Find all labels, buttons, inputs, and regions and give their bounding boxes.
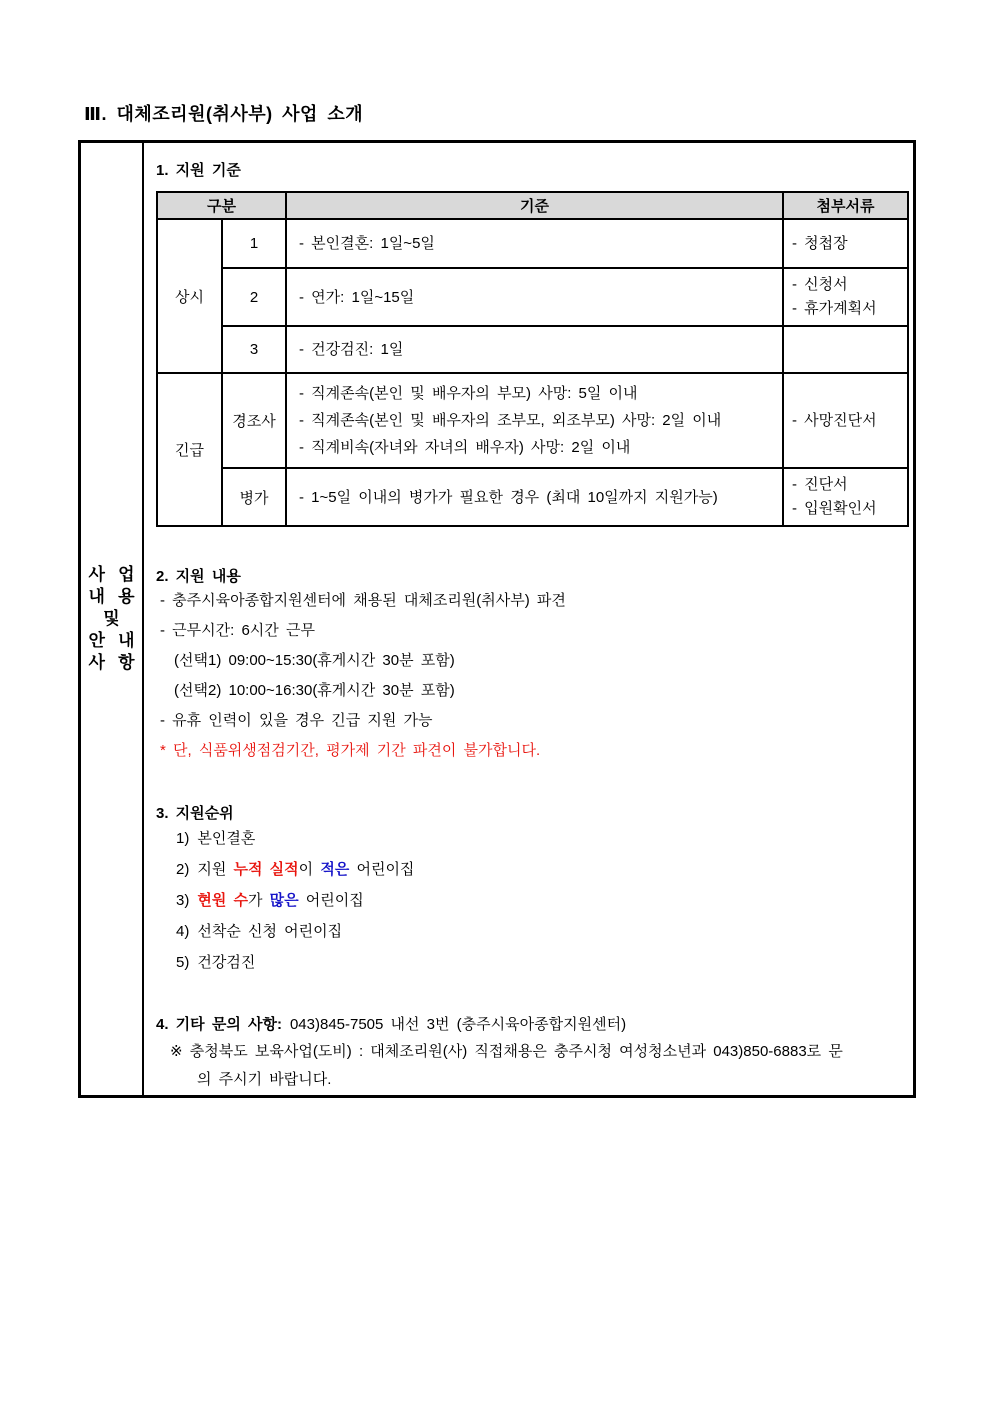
sidebar-label-row [89, 586, 135, 608]
section2-line: - 충주시육아종합지원센터에 채용된 대체조리원(취사부) 파견 [160, 592, 566, 609]
table-header-row [157, 192, 908, 219]
item-number: 1) [176, 830, 190, 847]
sidebar-label-row [89, 630, 135, 652]
item-number: 3) [176, 892, 190, 909]
section3-heading: 3. 지원순위 [156, 805, 234, 822]
section4-heading-line [156, 1012, 909, 1038]
sidebar-char: 사 [88, 653, 105, 672]
document-line: - 진단서 [792, 476, 848, 493]
priority-item [176, 947, 909, 978]
sidebar-vertical-label [89, 564, 135, 674]
documents-cell [783, 268, 908, 326]
item-number: 2) [176, 861, 190, 878]
table-row [157, 468, 908, 526]
document-line: - 사망진단서 [792, 411, 877, 429]
criteria-line: - 직계존속(본인 및 배우자의 부모) 사망: 5일 이내 [299, 385, 638, 402]
section1-heading: 1. 지원 기준 [156, 162, 241, 179]
page-title: Ⅲ. 대체조리원(취사부) 사업 소개 [84, 104, 364, 124]
header-criteria: 기준 [286, 192, 783, 219]
priority-item [176, 916, 909, 947]
group-cell: 긴급 [157, 373, 222, 526]
support-criteria-table [156, 191, 909, 527]
sub-cell: 1 [222, 219, 286, 268]
document-line: - 입원확인서 [792, 500, 877, 517]
content-frame [78, 140, 916, 1098]
table-row [157, 326, 908, 373]
sidebar-char: 및 [103, 609, 120, 628]
item-number: 4) [176, 923, 190, 940]
sidebar-char: 내 [118, 631, 135, 650]
item-text-blue: 많은 [269, 892, 299, 909]
criteria-cell [286, 468, 783, 526]
header-category: 구분 [157, 192, 286, 219]
section2 [156, 565, 909, 766]
documents-cell [783, 219, 908, 268]
criteria-cell [286, 373, 783, 468]
documents-cell [783, 373, 908, 468]
sidebar [81, 143, 144, 1095]
sidebar-char: 내 [88, 587, 105, 606]
section2-heading: 2. 지원 내용 [156, 568, 241, 585]
section3 [156, 802, 909, 978]
section2-line: (선택2) 10:00~16:30(휴게시간 30분 포함) [174, 682, 455, 699]
section2-line: - 유휴 인력이 있을 경우 긴급 지원 가능 [160, 712, 433, 729]
item-text: 어린이집 [298, 892, 364, 909]
section4-note-line2: 의 주시기 바랍니다. [197, 1071, 332, 1088]
documents-cell [783, 468, 908, 526]
sub-cell: 3 [222, 326, 286, 373]
criteria-line: - 1~5일 이내의 병가가 필요한 경우 (최대 10일까지 지원가능) [299, 488, 718, 506]
item-text-red: 누적 실적 [233, 861, 299, 878]
section2-line: - 근무시간: 6시간 근무 [160, 622, 315, 639]
sidebar-char: 업 [118, 565, 135, 584]
priority-item [176, 885, 909, 916]
item-text: 건강검진 [197, 954, 256, 971]
sidebar-label-row [89, 564, 135, 586]
item-text: 가 [247, 892, 270, 909]
priority-item [176, 854, 909, 885]
criteria-cell [286, 326, 783, 373]
item-text: 이 [298, 861, 321, 878]
sidebar-label-row [89, 608, 135, 630]
table-row [157, 268, 908, 326]
contact-phone: 043)845-7505 내선 3번 (충주시육아종합지원센터) [289, 1016, 627, 1033]
table-row [157, 219, 908, 268]
header-documents: 첨부서류 [783, 192, 908, 219]
sidebar-char: 용 [118, 587, 135, 606]
sidebar-label-row [89, 652, 135, 674]
document-line: - 휴가계획서 [792, 300, 877, 317]
priority-item [176, 823, 909, 854]
criteria-line: - 본인결혼: 1일~5일 [299, 235, 435, 252]
sidebar-char: 항 [118, 653, 135, 672]
table-row [157, 373, 908, 468]
criteria-cell [286, 219, 783, 268]
document-line: - 신청서 [792, 276, 848, 293]
sidebar-char: 안 [88, 631, 105, 650]
document-line: - 청첩장 [792, 234, 848, 252]
sub-cell: 2 [222, 268, 286, 326]
criteria-cell [286, 268, 783, 326]
item-text-blue: 적은 [320, 861, 350, 878]
sub-cell: 병가 [222, 468, 286, 526]
item-number: 5) [176, 954, 190, 971]
sub-cell: 경조사 [222, 373, 286, 468]
criteria-line: - 직계비속(자녀와 자녀의 배우자) 사망: 2일 이내 [299, 439, 631, 456]
section2-warning: * 단, 식품위생점검기간, 평가제 기간 파견이 불가합니다. [160, 742, 541, 759]
content-area [144, 143, 919, 1095]
section4-heading: 4. 기타 문의 사항: [156, 1016, 282, 1033]
criteria-line: - 직계존속(본인 및 배우자의 조부모, 외조부모) 사망: 2일 이내 [299, 412, 722, 429]
section2-line: (선택1) 09:00~15:30(휴게시간 30분 포함) [174, 652, 455, 669]
documents-cell [783, 326, 908, 373]
criteria-line: - 건강검진: 1일 [299, 341, 404, 358]
item-text: 본인결혼 [197, 830, 256, 847]
section4 [156, 1012, 909, 1094]
group-cell: 상시 [157, 219, 222, 373]
sidebar-char: 사 [88, 565, 105, 584]
item-text: 지원 [197, 861, 234, 878]
item-text-red: 현원 수 [197, 892, 248, 909]
item-text: 어린이집 [349, 861, 415, 878]
criteria-line: - 연가: 1일~15일 [299, 288, 415, 306]
item-text: 선착순 신청 어린이집 [197, 923, 343, 940]
section4-note-line1: ※ 충청북도 보육사업(도비) : 대체조리원(사) 직접채용은 충주시청 여성청소년과 043)850-6883로 문 [170, 1043, 843, 1060]
